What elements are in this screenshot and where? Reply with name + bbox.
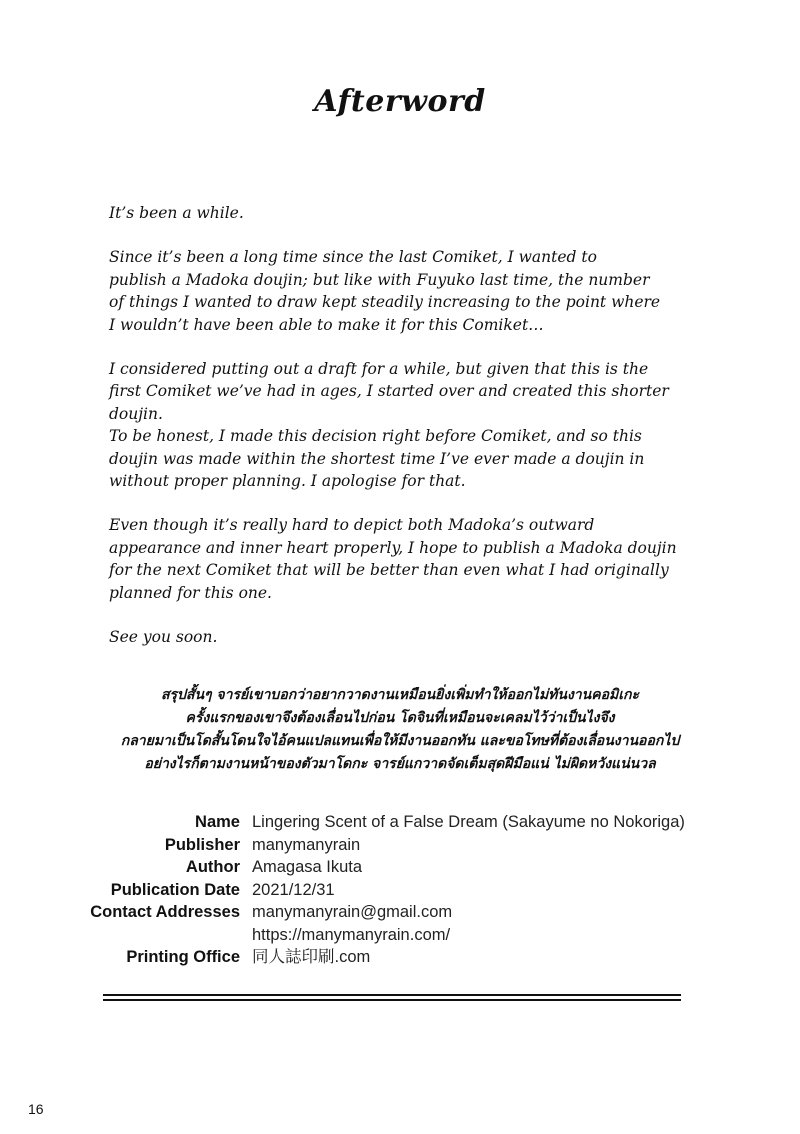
page-number: 16	[28, 1101, 44, 1117]
text-line: appearance and inner heart properly, I hope to publish a Madoka doujin	[109, 538, 677, 557]
text-line: first Comiket we’ve had in ages, I started over and created this shorter	[109, 382, 669, 401]
colophon-value: manymanyrain	[252, 835, 361, 854]
colophon-value: Amagasa Ikuta	[252, 858, 363, 876]
colophon-label: Name	[195, 813, 240, 831]
text-line: for the next Comiket that will be better than even what I had originally	[109, 561, 669, 580]
colophon-label: Publication Date	[110, 880, 240, 899]
colophon-label: Publisher	[164, 835, 240, 854]
colophon-value: Lingering Scent of a False Dream (Sakayume no Nokoriga)	[252, 813, 685, 831]
divider-rule	[103, 999, 681, 1001]
colophon-row-email	[0, 901, 800, 924]
colophon-value: 同人誌印刷.com	[252, 948, 371, 966]
translator-note-line: กลายมาเป็นโดสั้นโดนใจไอ้คนแปลแทนเพื่อให้มีงานออกทัน และขอโทษที่ต้องเลื่อนงานออกไป	[120, 733, 680, 749]
text-line: publish a Madoka doujin; but like with Fuyuko last time, the number	[109, 270, 650, 289]
divider-rule	[103, 994, 681, 996]
colophon-row-date	[0, 879, 800, 902]
colophon-value: https://manymanyrain.com/	[252, 925, 451, 944]
text-line: See you soon.	[109, 628, 218, 647]
translator-note-line: สรุปสั้นๆ จารย์เขาบอกว่าอยากวาดงานเหมือนยิ่งเพิ่มทำให้ออกไม่ทันงานคอมิเกะ	[160, 687, 640, 703]
colophon-row-name	[0, 811, 800, 834]
colophon-value: manymanyrain@gmail.com	[252, 903, 453, 921]
colophon	[0, 811, 800, 969]
text-line: Even though it’s really hard to depict both Madoka’s outward	[109, 516, 595, 535]
afterword-body	[109, 202, 709, 671]
colophon-label: Printing Office	[126, 948, 240, 966]
colophon-value: 2021/12/31	[252, 880, 335, 899]
text-line: planned for this one.	[109, 583, 272, 602]
paragraph-apology	[109, 425, 709, 492]
text-line: I considered putting out a draft for a while, but given that this is the	[109, 360, 649, 379]
colophon-label: Contact Addresses	[90, 903, 240, 921]
colophon-label: Author	[185, 858, 240, 876]
text-line: doujin.	[109, 404, 163, 423]
paragraph-draft	[109, 358, 709, 425]
translator-note-line: อย่างไรก็ตามงานหน้าของตัวมาโดกะ จารย์แกวาดจัดเต็มสุดฝีมือแน่ ไม่ผิดหวังแน่นวล	[144, 756, 656, 772]
translator-note	[0, 684, 800, 776]
paragraph-next-comiket	[109, 514, 709, 604]
colophon-row-printer	[0, 946, 800, 969]
colophon-row-publisher	[0, 834, 800, 857]
text-line: of things I wanted to draw kept steadily increasing to the point where	[109, 293, 661, 312]
colophon-row-website	[0, 924, 800, 947]
paragraph-comiket	[109, 246, 709, 336]
colophon-label	[0, 924, 252, 947]
colophon-row-author	[0, 856, 800, 879]
page-title: Afterword	[314, 84, 486, 119]
text-line: I wouldn’t have been able to make it for this Comiket…	[109, 315, 544, 334]
translator-note-line: ครั้งแรกของเขาจึงต้องเลื่อนไปก่อน โดจินที่เหมือนจะเคลมไว้ว่าเป็นไงจึง	[185, 710, 615, 726]
text-line: Since it’s been a long time since the last Comiket, I wanted to	[109, 248, 597, 267]
paragraph-greeting	[109, 202, 709, 224]
text-line: without proper planning. I apologise for that.	[109, 472, 466, 491]
text-line: To be honest, I made this decision right before Comiket, and so this	[109, 427, 642, 446]
paragraph-farewell	[109, 626, 709, 648]
text-line: It’s been a while.	[109, 204, 244, 222]
text-line: doujin was made within the shortest time I’ve ever made a doujin in	[109, 449, 645, 468]
